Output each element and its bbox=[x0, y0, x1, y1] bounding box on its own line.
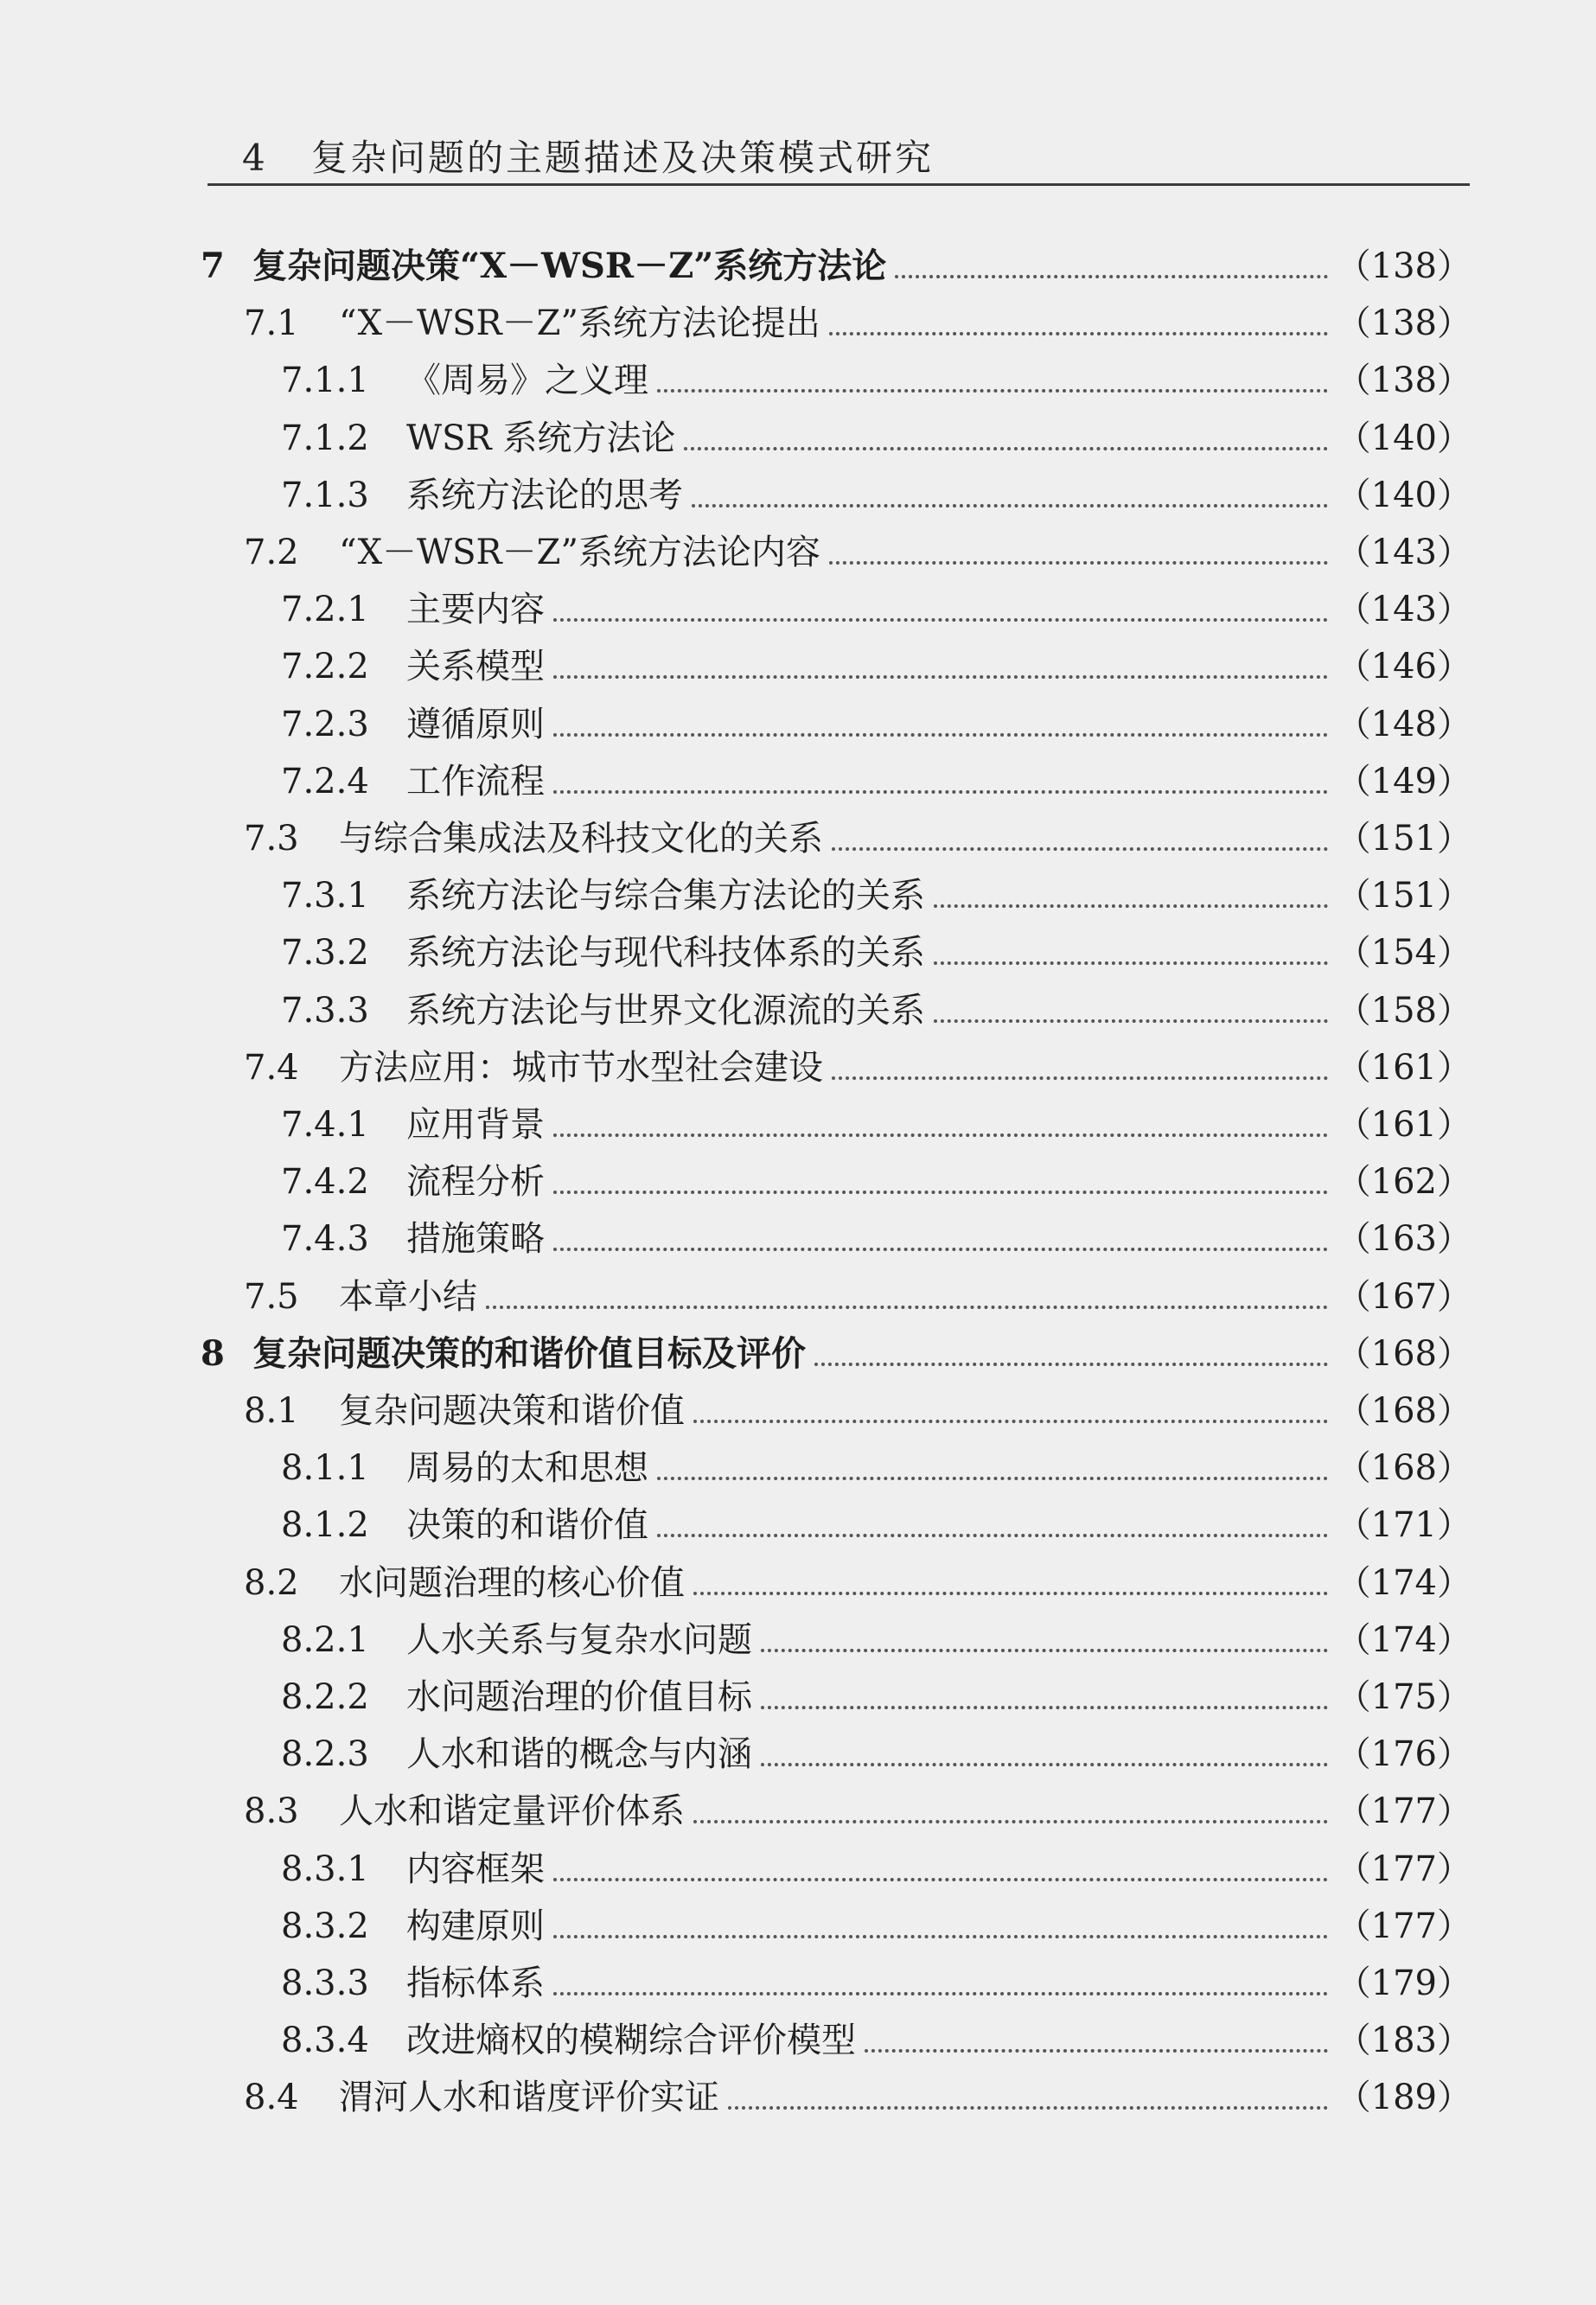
toc-entry-page: （151） bbox=[1336, 876, 1472, 916]
toc-entry-page: （162） bbox=[1336, 1162, 1472, 1203]
toc-entry-number: 8.3.4 bbox=[281, 2021, 369, 2061]
dot-leader bbox=[692, 504, 1328, 508]
page-number: 4 bbox=[242, 137, 268, 179]
toc-entry-number: 7.2.4 bbox=[281, 761, 369, 801]
dot-leader bbox=[553, 618, 1328, 622]
dot-leader bbox=[693, 1820, 1328, 1823]
toc-entry-number: 7.1.1 bbox=[281, 361, 369, 401]
dot-leader bbox=[553, 1133, 1328, 1137]
toc-entry-page: （175） bbox=[1336, 1677, 1472, 1717]
toc-entry-page: （179） bbox=[1336, 1963, 1472, 2003]
toc-entry-page: （161） bbox=[1336, 1047, 1472, 1088]
toc-entry-title: 遵循原则 bbox=[406, 704, 545, 744]
toc-entry-page: （163） bbox=[1336, 1219, 1472, 1260]
toc-entry-title: 内容框架 bbox=[406, 1848, 545, 1889]
toc-entry-page: （138） bbox=[1336, 303, 1472, 344]
toc-section-entry bbox=[244, 2073, 1472, 2122]
running-header bbox=[242, 130, 934, 182]
toc-entry-number: 8.2.3 bbox=[281, 1734, 369, 1775]
toc-subsection-entry bbox=[281, 1158, 1472, 1206]
toc-subsection-entry bbox=[281, 872, 1472, 920]
toc-entry-number: 8.2 bbox=[244, 1562, 299, 1603]
toc-section-entry bbox=[244, 1387, 1472, 1435]
toc-entry-number: 7.2.2 bbox=[281, 647, 369, 687]
dot-leader bbox=[832, 847, 1328, 851]
toc-subsection-entry bbox=[281, 986, 1472, 1035]
toc-entry-title: 改进熵权的模糊综合评价模型 bbox=[406, 2021, 856, 2061]
dot-leader bbox=[814, 1363, 1328, 1366]
toc-entry-number: 8.2.1 bbox=[281, 1619, 369, 1660]
dot-leader bbox=[657, 389, 1328, 393]
toc-entry-number: 8.2.2 bbox=[281, 1677, 369, 1717]
toc-entry-title: 主要内容 bbox=[406, 590, 545, 630]
toc-entry-number: 8 bbox=[201, 1332, 225, 1374]
toc-section-entry bbox=[244, 814, 1472, 863]
dot-leader bbox=[486, 1306, 1328, 1309]
toc-entry-title: “X－WSR－Z”系统方法论提出 bbox=[339, 303, 820, 344]
toc-entry-title: 本章小结 bbox=[339, 1276, 477, 1317]
toc-section-entry bbox=[244, 528, 1472, 577]
toc-entry-page: （140） bbox=[1336, 475, 1472, 515]
toc-entry-number: 7.1 bbox=[244, 303, 299, 344]
toc-entry-title: 指标体系 bbox=[406, 1963, 545, 2003]
toc-entry-title: 方法应用：城市节水型社会建设 bbox=[339, 1047, 823, 1088]
toc-subsection-entry bbox=[281, 1673, 1472, 1721]
dot-leader bbox=[553, 790, 1328, 794]
dot-leader bbox=[553, 1248, 1328, 1251]
toc-section-entry bbox=[244, 1559, 1472, 1607]
toc-entry-title: 渭河人水和谐度评价实证 bbox=[339, 2078, 719, 2118]
toc-entry-page: （161） bbox=[1336, 1105, 1472, 1145]
toc-subsection-entry bbox=[281, 1501, 1472, 1549]
dot-leader bbox=[693, 1592, 1328, 1595]
toc-entry-number: 7.4.3 bbox=[281, 1219, 369, 1260]
toc-entry-title: 系统方法论与现代科技体系的关系 bbox=[406, 933, 925, 974]
dot-leader bbox=[934, 904, 1328, 908]
toc-entry-number: 8.1.2 bbox=[281, 1505, 369, 1546]
toc-subsection-entry bbox=[281, 700, 1472, 749]
toc-entry-number: 7.4.1 bbox=[281, 1105, 369, 1145]
toc-subsection-entry bbox=[281, 1845, 1472, 1893]
dot-leader bbox=[684, 447, 1327, 450]
dot-leader bbox=[553, 1191, 1328, 1194]
dot-leader bbox=[657, 1477, 1328, 1480]
toc-entry-number: 8.3.2 bbox=[281, 1906, 369, 1946]
toc-subsection-entry bbox=[281, 1616, 1472, 1664]
toc-entry-number: 7.2 bbox=[244, 533, 299, 572]
toc-entry-page: （171） bbox=[1336, 1505, 1472, 1546]
toc-entry-title: 工作流程 bbox=[406, 761, 545, 801]
dot-leader bbox=[657, 1534, 1328, 1537]
toc-entry-page: （168） bbox=[1336, 1448, 1472, 1489]
toc-entry-number: 7 bbox=[201, 246, 225, 286]
toc-entry-title: 人水和谐的概念与内涵 bbox=[406, 1734, 752, 1775]
toc-entry-title: 水问题治理的价值目标 bbox=[406, 1677, 752, 1717]
toc-subsection-entry bbox=[281, 642, 1472, 691]
dot-leader bbox=[829, 561, 1328, 565]
toc-subsection-entry bbox=[281, 585, 1472, 634]
toc-subsection-entry bbox=[281, 356, 1472, 405]
toc-entry-title: 构建原则 bbox=[406, 1906, 545, 1946]
toc-entry-title: 周易的太和思想 bbox=[406, 1448, 648, 1489]
toc-entry-title: 关系模型 bbox=[406, 647, 545, 687]
dot-leader bbox=[934, 1019, 1328, 1023]
toc-entry-title: 复杂问题决策“X－WSR－Z”系统方法论 bbox=[252, 246, 887, 286]
toc-entry-title: 措施策略 bbox=[406, 1219, 545, 1260]
toc-subsection-entry bbox=[281, 414, 1472, 463]
toc-entry-page: （140） bbox=[1336, 418, 1472, 458]
toc-entry-number: 7.3.2 bbox=[281, 933, 369, 974]
toc-entry-number: 7.2.3 bbox=[281, 704, 369, 744]
toc-subsection-entry bbox=[281, 1730, 1472, 1778]
toc-entry-page: （174） bbox=[1336, 1562, 1472, 1603]
dot-leader bbox=[553, 675, 1328, 679]
toc-entry-title: 与综合集成法及科技文化的关系 bbox=[339, 819, 823, 859]
toc-subsection-entry bbox=[281, 1101, 1472, 1149]
toc-entry-number: 7.3.1 bbox=[281, 876, 369, 916]
toc-entry-page: （154） bbox=[1336, 933, 1472, 974]
toc-subsection-entry bbox=[281, 1959, 1472, 2008]
toc-entry-number: 7.1.2 bbox=[281, 418, 369, 458]
toc-entry-page: （189） bbox=[1336, 2078, 1472, 2118]
toc-entry-title: 《周易》之义理 bbox=[406, 361, 648, 401]
toc-entry-page: （174） bbox=[1336, 1619, 1472, 1660]
toc-entry-number: 8.1.1 bbox=[281, 1448, 369, 1489]
toc-entry-page: （183） bbox=[1336, 2021, 1472, 2061]
toc-entry-page: （149） bbox=[1336, 761, 1472, 801]
toc-entry-title: 复杂问题决策的和谐价值目标及评价 bbox=[252, 1332, 806, 1374]
book-title: 复杂问题的主题描述及决策模式研究 bbox=[311, 137, 935, 179]
toc-entry-page: （148） bbox=[1336, 704, 1472, 744]
toc-entry-title: 决策的和谐价值 bbox=[406, 1505, 648, 1546]
toc-entry-title: 流程分析 bbox=[406, 1162, 545, 1203]
toc-entry-title: 系统方法论与世界文化源流的关系 bbox=[406, 990, 925, 1031]
toc-entry-page: （143） bbox=[1336, 533, 1472, 572]
dot-leader bbox=[553, 733, 1328, 737]
toc-section-entry bbox=[244, 1273, 1472, 1321]
dot-leader bbox=[829, 332, 1328, 335]
toc-entry-number: 7.3.3 bbox=[281, 990, 369, 1031]
dot-leader bbox=[761, 1763, 1328, 1766]
toc-entry-title: 系统方法论与综合集方法论的关系 bbox=[406, 876, 925, 916]
dot-leader bbox=[553, 1878, 1328, 1881]
toc-entry-page: （167） bbox=[1336, 1276, 1472, 1317]
toc-entry-page: （146） bbox=[1336, 647, 1472, 687]
toc-entry-page: （138） bbox=[1336, 246, 1472, 286]
toc-entry-page: （168） bbox=[1336, 1333, 1472, 1374]
toc-entry-page: （138） bbox=[1336, 361, 1472, 401]
toc-entry-title: 应用背景 bbox=[406, 1105, 545, 1145]
toc-chapter-entry bbox=[201, 1330, 1472, 1378]
toc-chapter-entry bbox=[201, 242, 1472, 291]
toc-subsection-entry bbox=[281, 1215, 1472, 1263]
toc-entry-page: （158） bbox=[1336, 990, 1472, 1031]
toc-entry-number: 7.2.1 bbox=[281, 590, 369, 630]
dot-leader bbox=[895, 275, 1327, 278]
toc-entry-title: WSR 系统方法论 bbox=[406, 418, 676, 458]
dot-leader bbox=[693, 1420, 1328, 1423]
toc-entry-title: 水问题治理的核心价值 bbox=[339, 1562, 685, 1603]
toc-entry-number: 8.3 bbox=[244, 1791, 299, 1832]
toc-entry-number: 8.4 bbox=[244, 2078, 299, 2118]
dot-leader bbox=[553, 1935, 1328, 1938]
toc-entry-page: （143） bbox=[1336, 590, 1472, 630]
toc-entry-title: 复杂问题决策和谐价值 bbox=[339, 1391, 685, 1431]
toc-entry-page: （177） bbox=[1336, 1906, 1472, 1946]
toc-subsection-entry bbox=[281, 757, 1472, 806]
toc-section-entry bbox=[244, 299, 1472, 348]
toc-entry-number: 8.1 bbox=[244, 1391, 299, 1431]
toc-subsection-entry bbox=[281, 471, 1472, 520]
dot-leader bbox=[865, 2049, 1328, 2053]
dot-leader bbox=[832, 1076, 1328, 1080]
toc-entry-number: 7.5 bbox=[244, 1276, 299, 1317]
toc-section-entry bbox=[244, 1787, 1472, 1836]
toc-entry-page: （176） bbox=[1336, 1734, 1472, 1775]
toc-entry-number: 8.3.3 bbox=[281, 1963, 369, 2003]
dot-leader bbox=[761, 1706, 1328, 1709]
toc-subsection-entry bbox=[281, 1902, 1472, 1951]
toc-subsection-entry bbox=[281, 1444, 1472, 1492]
dot-leader bbox=[553, 1992, 1328, 1995]
toc-entry-page: （151） bbox=[1336, 819, 1472, 859]
toc-entry-title: 人水和谐定量评价体系 bbox=[339, 1791, 685, 1832]
dot-leader bbox=[761, 1649, 1328, 1652]
toc-entry-number: 8.3.1 bbox=[281, 1848, 369, 1889]
header-rule bbox=[207, 183, 1470, 186]
toc-entry-title: “X－WSR－Z”系统方法论内容 bbox=[339, 533, 820, 572]
toc-entry-number: 7.4 bbox=[244, 1047, 299, 1088]
toc-subsection-entry bbox=[281, 2016, 1472, 2065]
toc-entry-title: 人水关系与复杂水问题 bbox=[406, 1619, 752, 1660]
toc-entry-title: 系统方法论的思考 bbox=[406, 475, 683, 515]
toc-subsection-entry bbox=[281, 929, 1472, 977]
dot-leader bbox=[728, 2106, 1328, 2110]
toc-entry-number: 7.1.3 bbox=[281, 475, 369, 515]
toc-entry-page: （177） bbox=[1336, 1848, 1472, 1889]
toc-entry-page: （168） bbox=[1336, 1391, 1472, 1431]
toc-entry-number: 7.3 bbox=[244, 819, 299, 859]
dot-leader bbox=[934, 961, 1328, 965]
toc-section-entry bbox=[244, 1044, 1472, 1092]
toc-entry-page: （177） bbox=[1336, 1791, 1472, 1832]
toc-entry-number: 7.4.2 bbox=[281, 1162, 369, 1203]
